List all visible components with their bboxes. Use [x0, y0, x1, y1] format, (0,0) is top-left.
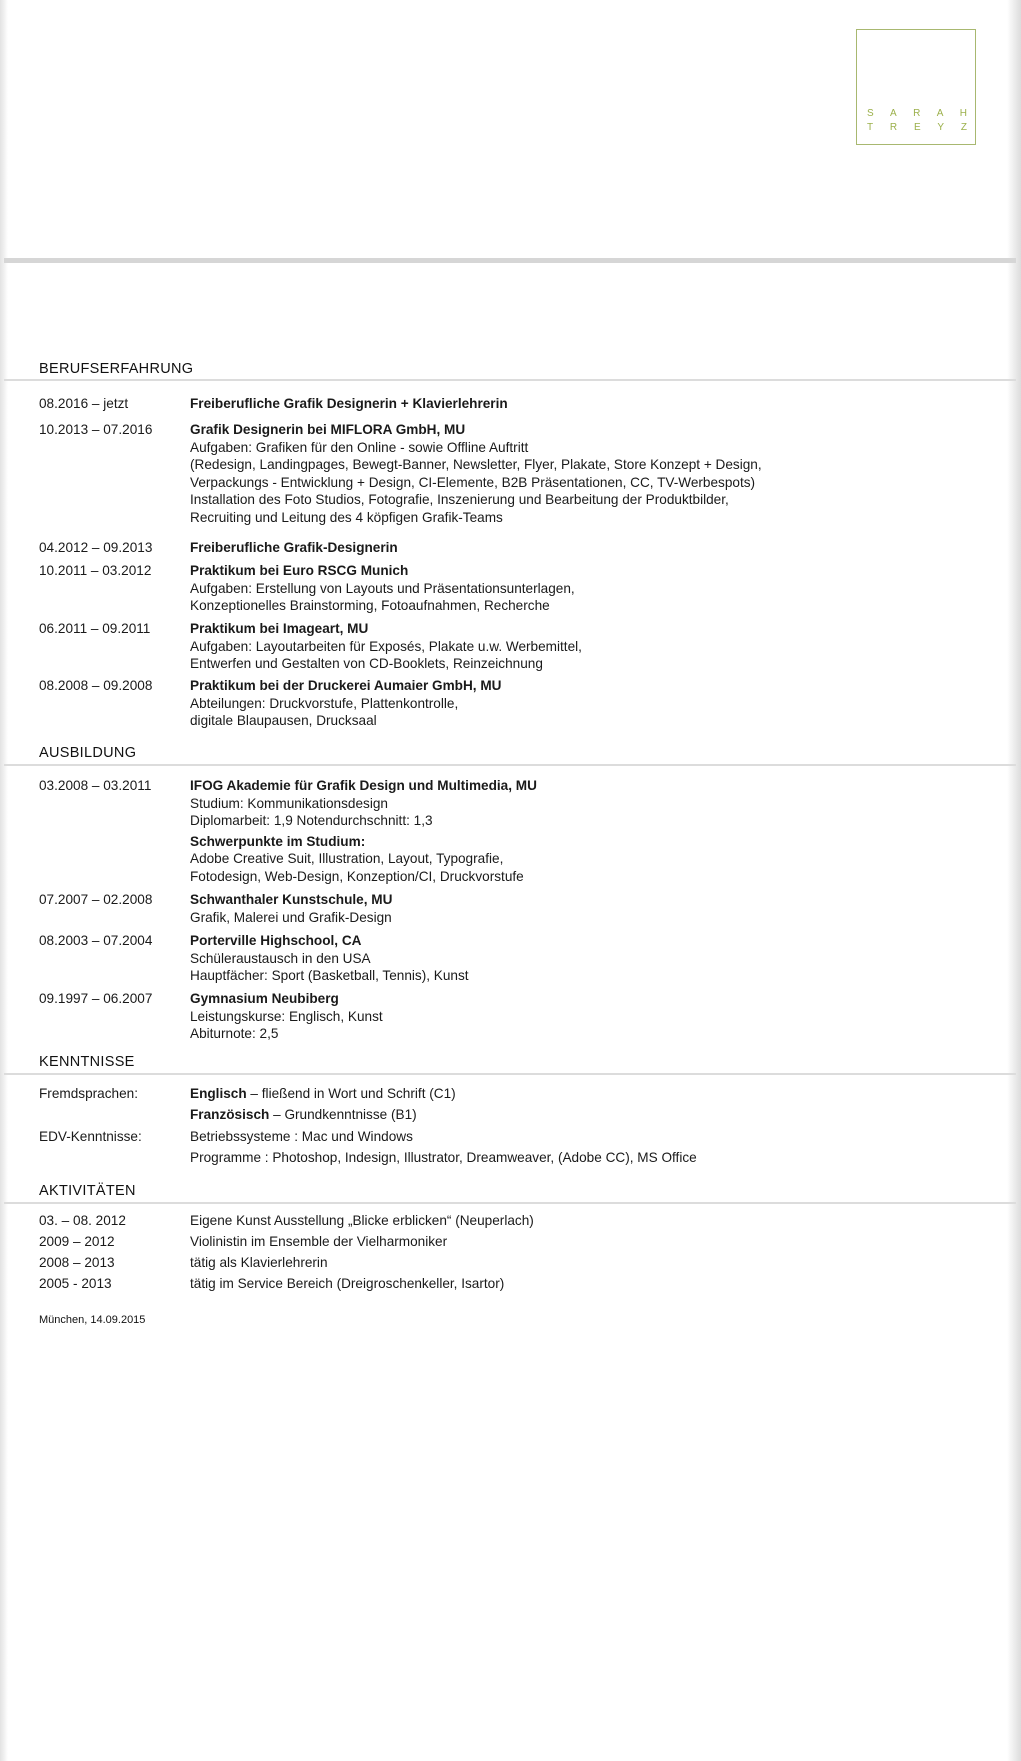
- entry-subtitle: Schwerpunkte im Studium:: [190, 833, 366, 849]
- entry-title: Praktikum bei der Druckerei Aumaier GmbH, MU: [190, 678, 502, 693]
- name-logo: [856, 29, 976, 145]
- section-title-skills: KENNTNISSE: [39, 1054, 135, 1070]
- entry-line: Verpackungs - Entwicklung + Design, CI-Elemente, B2B Präsentationen, CC, TV-Werbespots): [190, 474, 756, 490]
- entry-date: 10.2013 – 07.2016: [39, 422, 153, 437]
- page-shadow-right: [1007, 0, 1021, 1761]
- entry-line: Fotodesign, Web-Design, Konzeption/CI, Druckvorstufe: [190, 868, 524, 884]
- entry-date: 06.2011 – 09.2011: [39, 621, 151, 636]
- section-divider: [4, 379, 1016, 381]
- entry-line: Entwerfen und Gestalten von CD-Booklets, Reinzeichnung: [190, 656, 543, 671]
- entry-date: 2005 - 2013: [39, 1276, 112, 1291]
- language-item: [190, 1106, 990, 1124]
- entry-line: Diplomarbeit: 1,9 Notendurchschnitt: 1,3: [190, 813, 433, 828]
- section-title-activities: AKTIVITÄTEN: [39, 1183, 136, 1199]
- entry-line: Schüleraustausch in den USA: [190, 950, 371, 966]
- entry-line: Abiturnote: 2,5: [190, 1026, 279, 1041]
- entry-line: Aufgaben: Grafiken für den Online - sowie Offline Auftritt: [190, 439, 529, 455]
- entry-body: [190, 891, 990, 926]
- entry-title: Praktikum bei Euro RSCG Munich: [190, 563, 409, 578]
- language-level: – Grundkenntnisse (B1): [269, 1106, 417, 1122]
- language-item: [190, 1085, 990, 1103]
- entry-body: [190, 539, 990, 557]
- place-and-date: München, 14.09.2015: [39, 1314, 146, 1326]
- entry-text: Eigene Kunst Ausstellung „Blicke erblicken“ (Neuperlach): [190, 1213, 534, 1228]
- section-title-experience: BERUFSERFAHRUNG: [39, 361, 194, 377]
- entry-body: [190, 677, 990, 730]
- language-name: Englisch: [190, 1086, 247, 1101]
- entry-text: tätig im Service Bereich (Dreigroschenkeller, Isartor): [190, 1276, 505, 1291]
- logo-last-name: T R E Y Z: [867, 122, 967, 133]
- entry-title: Grafik Designerin bei MIFLORA GmbH, MU: [190, 422, 466, 437]
- entry-title: Schwanthaler Kunstschule, MU: [190, 892, 393, 907]
- entry-date: 08.2016 – jetzt: [39, 396, 129, 411]
- entry-date: 03.2008 – 03.2011: [39, 778, 152, 793]
- entry-line: Leistungskurse: Englisch, Kunst: [190, 1008, 383, 1024]
- entry-date: 07.2007 – 02.2008: [39, 892, 153, 907]
- header-divider: [4, 258, 1016, 263]
- entry-title: Freiberufliche Grafik-Designerin: [190, 540, 398, 555]
- entry-body: [190, 562, 990, 615]
- entry-line: Studium: Kommunikationsdesign: [190, 795, 388, 811]
- entry-line: Installation des Foto Studios, Fotografie, Inszenierung und Bearbeitung der Produktbilder,: [190, 492, 729, 507]
- entry-date: 03. – 08. 2012: [39, 1213, 126, 1228]
- entry-line: Aufgaben: Layoutarbeiten für Exposés, Plakate u.w. Werbemittel,: [190, 638, 582, 654]
- entry-title: Praktikum bei Imageart, MU: [190, 621, 369, 636]
- section-divider: [4, 1202, 1016, 1204]
- entry-title: Gymnasium Neubiberg: [190, 991, 339, 1006]
- entry-date: 04.2012 – 09.2013: [39, 540, 153, 555]
- entry-body: [190, 1085, 990, 1123]
- skills-label: Fremdsprachen:: [39, 1086, 138, 1101]
- section-divider: [4, 1073, 1016, 1075]
- section-divider: [4, 764, 1016, 766]
- entry-title: IFOG Akademie für Grafik Design und Multimedia, MU: [190, 778, 537, 793]
- entry-body: [190, 620, 990, 673]
- entry-line: Abteilungen: Druckvorstufe, Plattenkontrolle,: [190, 695, 459, 711]
- entry-line: Adobe Creative Suit, Illustration, Layout, Typografie,: [190, 851, 504, 866]
- entry-date: 10.2011 – 03.2012: [39, 563, 152, 578]
- entry-body: [190, 932, 990, 985]
- entry-line: digitale Blaupausen, Drucksaal: [190, 713, 377, 728]
- entry-text: tätig als Klavierlehrerin: [190, 1255, 328, 1270]
- entry-body: [190, 395, 990, 413]
- language-level: – fließend in Wort und Schrift (C1): [246, 1086, 456, 1101]
- entry-body: [190, 1128, 990, 1166]
- entry-line: Programme : Photoshop, Indesign, Illustrator, Dreamweaver, (Adobe CC), MS Office: [190, 1149, 697, 1165]
- entry-date: 08.2008 – 09.2008: [39, 678, 153, 693]
- entry-line: Recruiting und Leitung des 4 köpfigen Grafik-Teams: [190, 509, 503, 525]
- entry-body: [190, 777, 990, 885]
- entry-body: [190, 990, 990, 1043]
- page-shadow-left: [0, 0, 8, 1761]
- logo-first-name: S A R A H: [867, 108, 967, 119]
- section-title-education: AUSBILDUNG: [39, 745, 137, 761]
- entry-line: Hauptfächer: Sport (Basketball, Tennis), Kunst: [190, 968, 469, 983]
- entry-title: Porterville Highschool, CA: [190, 933, 362, 948]
- entry-line: Konzeptionelles Brainstorming, Fotoaufnahmen, Recherche: [190, 598, 550, 613]
- entry-line: Betriebssysteme : Mac und Windows: [190, 1129, 413, 1144]
- entry-date: 2008 – 2013: [39, 1255, 115, 1270]
- entry-line: Grafik, Malerei und Grafik-Design: [190, 909, 392, 925]
- language-name: Französisch: [190, 1106, 270, 1122]
- entry-line: (Redesign, Landingpages, Bewegt-Banner, Newsletter, Flyer, Plakate, Store Konzept + Design,: [190, 457, 762, 472]
- entry-title: Freiberufliche Grafik Designerin + Klavierlehrerin: [190, 396, 508, 411]
- entry-line: Aufgaben: Erstellung von Layouts und Präsentationsunterlagen,: [190, 580, 575, 596]
- entry-date: 08.2003 – 07.2004: [39, 933, 153, 948]
- entry-date: 2009 – 2012: [39, 1234, 115, 1249]
- entry-date: 09.1997 – 06.2007: [39, 991, 153, 1006]
- skills-label: EDV-Kenntnisse:: [39, 1129, 142, 1144]
- entry-body: [190, 421, 990, 526]
- entry-text: Violinistin im Ensemble der Vielharmoniker: [190, 1234, 448, 1249]
